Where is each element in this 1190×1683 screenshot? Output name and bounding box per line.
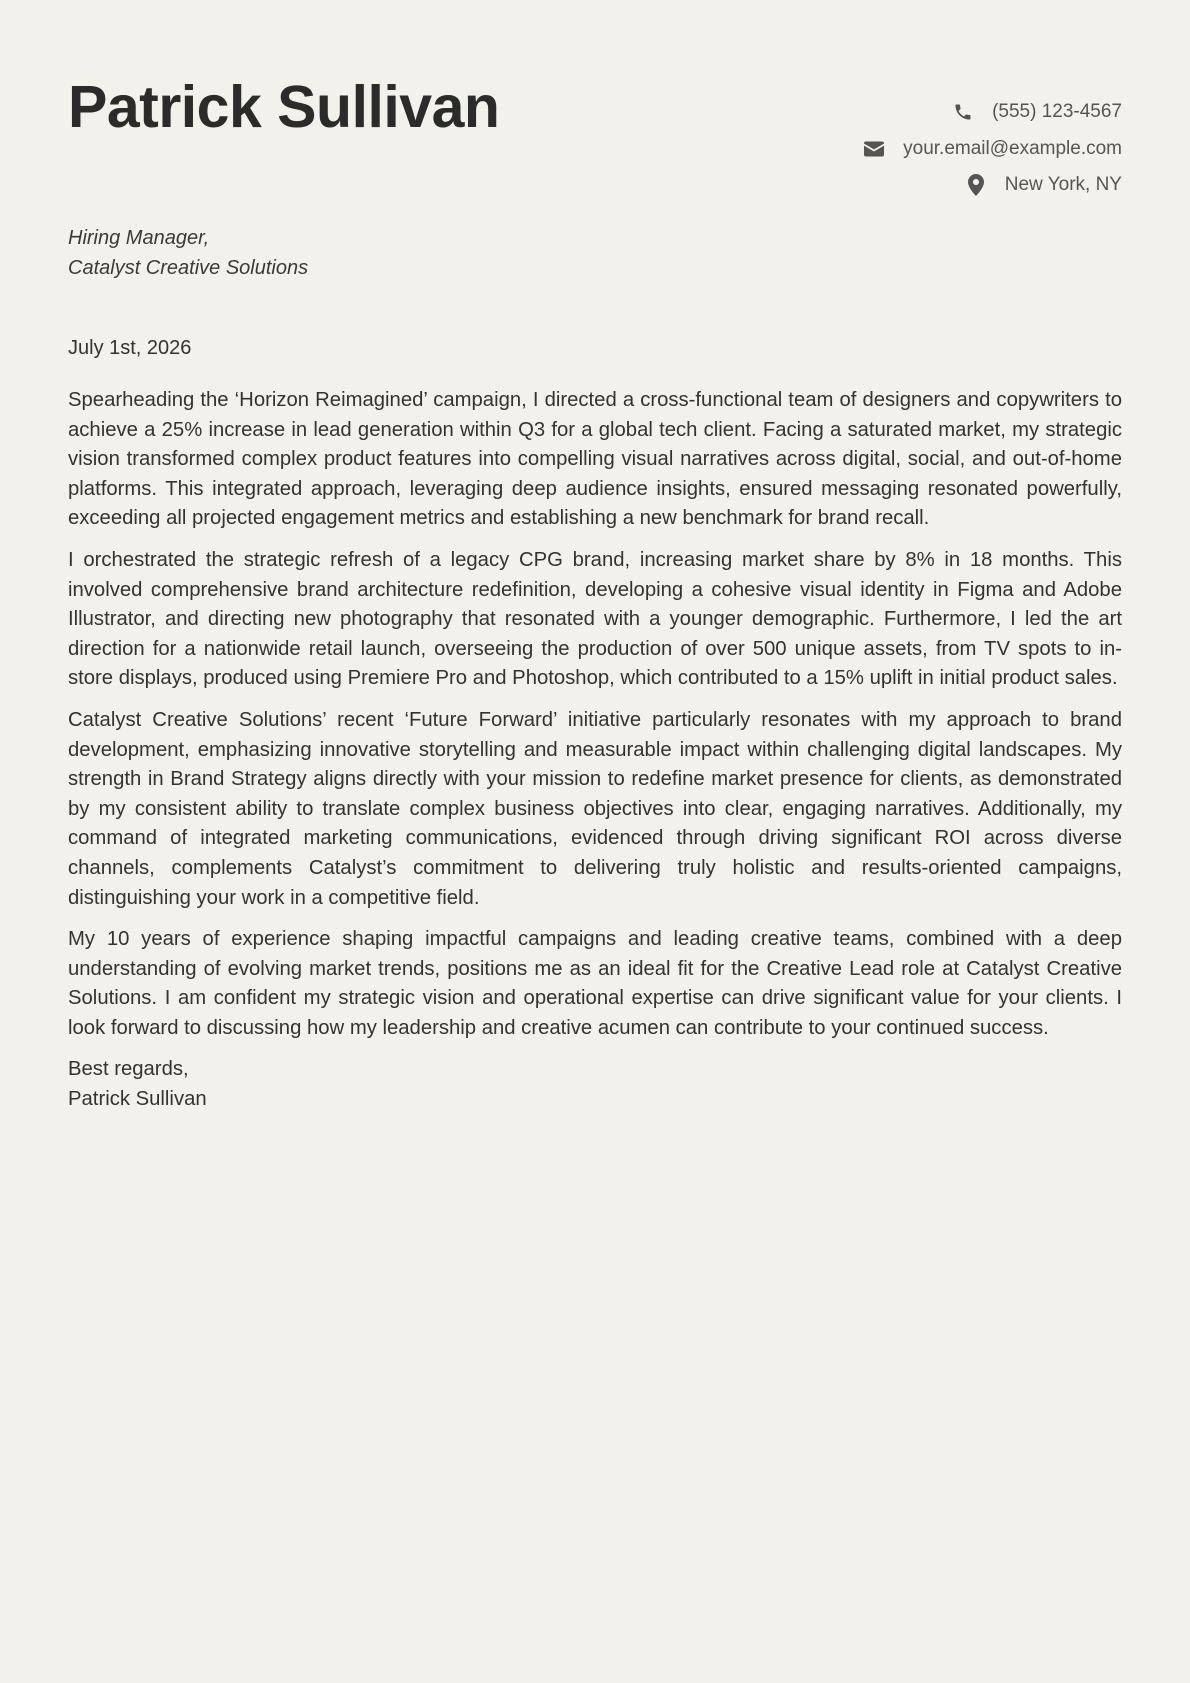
recipient-title: Hiring Manager, [68, 227, 210, 249]
recipient-block [68, 224, 1122, 283]
body-paragraph: My 10 years of experience shaping impactful campaigns and leading creative teams, combined with a deep understanding of evolving market trends, positions me as an ideal fit for the Creative Lead role at Catalyst Creative Solutions. I am confident my strategic vision and operational expertise can drive significant value for your clients. I look forward to discussing how my leadership and creative acumen can contribute to your continued success. [68, 928, 1122, 1039]
location-text: New York, NY [1004, 174, 1122, 196]
letter-header [68, 72, 1122, 212]
closing-signature: Patrick Sullivan [68, 1088, 207, 1111]
email-text: your.email@example.com [903, 137, 1122, 159]
envelope-icon [863, 138, 885, 160]
contact-email [863, 131, 1122, 168]
contact-phone [863, 94, 1122, 131]
body-paragraph: Spearheading the ‘Horizon Reimagined’ campaign, I directed a cross-functional team of designers and copywriters to achieve a 25% increase in lead generation within Q3 for a global tech client. Facing a saturated market, my strategic vision transformed complex product features into compelling visual narratives across digital, social, and out-of-home platforms. This integrated approach, leveraging deep audience insights, ensured messaging resonated powerfully, exceeding all projected engagement metrics and establishing a new benchmark for brand recall. [68, 389, 1122, 530]
letter-closing [68, 1055, 1122, 1114]
cover-letter-page [68, 72, 1122, 1115]
contact-info [863, 94, 1122, 204]
letter-body [68, 386, 1122, 1043]
map-pin-icon [965, 174, 987, 196]
body-paragraph: I orchestrated the strategic refresh of a legacy CPG brand, increasing market share by 8% in 18 months. This involved comprehensive brand architecture redefinition, developing a cohesive visual identity in Figma and Adobe Illustrator, and directing new photography that resonated with a younger demographic. Furthermore, I led the art direction for a nationwide retail launch, overseeing the production of over 500 unique assets, from TV spots to in-store displays, produced using Premiere Pro and Photoshop, which contributed to a 15% uplift in initial product sales. [68, 548, 1122, 690]
phone-icon [952, 101, 974, 123]
body-paragraph: Catalyst Creative Solutions’ recent ‘Future Forward’ initiative particularly resonates with my approach to brand development, emphasizing innovative storytelling and measurable impact within challenging digital landscapes. My strength in Brand Strategy aligns directly with your mission to redefine market presence for clients, as demonstrated by my consistent ability to translate complex business objectives into clear, engaging narratives. Additionally, my command of integrated marketing communications, evidenced through driving significant ROI across diverse channels, complements Catalyst’s commitment to delivering truly holistic and results-oriented campaigns, distinguishing your work in a competitive field. [68, 708, 1122, 909]
phone-text: (555) 123-4567 [992, 101, 1122, 123]
contact-location [863, 167, 1122, 204]
closing-salutation: Best regards, [68, 1058, 189, 1081]
applicant-name: Patrick Sullivan [68, 74, 500, 140]
letter-date: July 1st, 2026 [68, 337, 192, 359]
recipient-company: Catalyst Creative Solutions [68, 256, 309, 279]
